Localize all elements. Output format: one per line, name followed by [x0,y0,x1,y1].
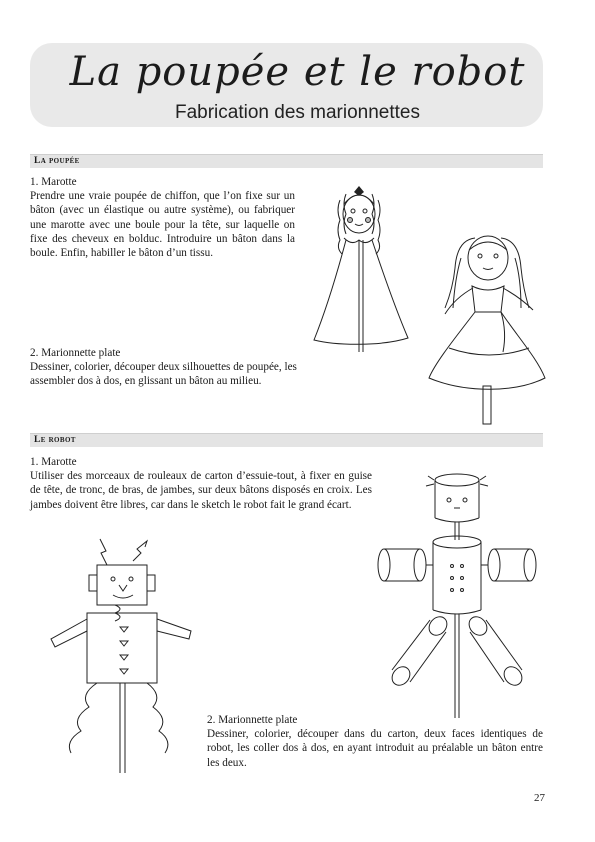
doll-marotte-title: 1. Marotte [30,176,77,188]
tube-robot-illustration [372,470,552,720]
section-header-robot [30,433,543,447]
doll-flat-block [30,346,330,389]
doll-flat-title: 2. Marionnette plate [30,347,121,359]
doll-rod-puppet-illustration [308,180,418,355]
page-number: 27 [534,792,545,804]
doll-marotte-text: Prendre une vraie poupée de chiffon, que l’on fixe sur un bâton (avec un élastique ou autre système), ou fabriquer une marotte avec une boule pour la tête, sur laquelle on fixe des cheveux en bolduc. Introduire un bâton dans la boule. Enfin, habiller le bâton d’un tissu. [30,190,295,260]
flat-robot-illustration [45,535,205,775]
section-header-doll [30,154,543,168]
robot-flat-block [207,713,543,770]
robot-flat-text: Dessiner, colorier, découper dans du carton, deux faces identiques de robot, les coller dos à dos, en ayant introduit au préalable un bâton entre les deux. [207,728,543,769]
robot-marotte-block [30,455,372,512]
page-title: La poupée et le robot [69,49,526,95]
section-heading-robot: Le robot [34,435,76,445]
page-subtitle: Fabrication des marionnettes [174,102,420,123]
robot-marotte-title: 1. Marotte [30,456,77,468]
doll-flat-text: Dessiner, colorier, découper deux silhouettes de poupée, les assembler dos à dos, en glissant un bâton au milieu. [30,361,297,388]
doll-marotte-block [30,175,295,260]
section-heading-doll: La poupée [34,156,80,166]
flat-doll-illustration [425,228,550,428]
robot-flat-title: 2. Marionnette plate [207,714,298,726]
robot-marotte-text: Utiliser des morceaux de rouleaux de carton d’essuie-tout, à fixer en guise de tête, de tronc, de bras, de jambes, sur deux bâtons disposés en croix. Les jambes doivent être libres, car dans le sketch le robot fait le grand écart. [30,470,372,511]
